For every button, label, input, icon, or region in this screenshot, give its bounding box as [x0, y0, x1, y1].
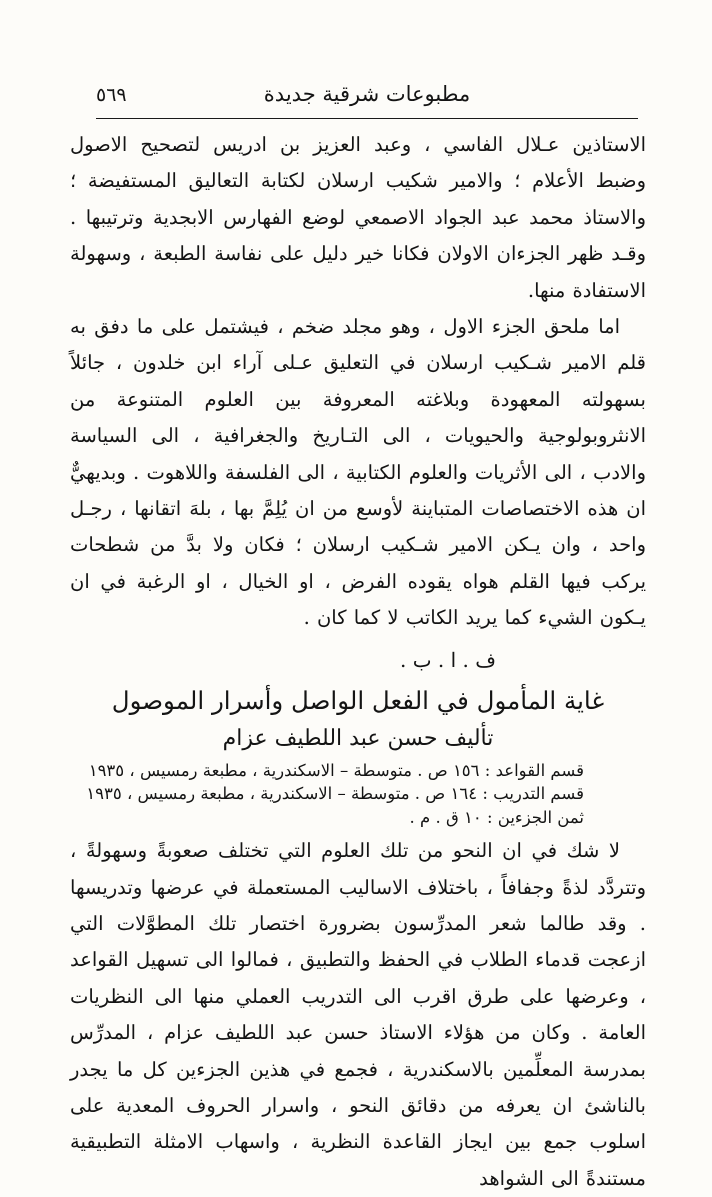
- page-header: [96, 78, 638, 119]
- book-title: غاية المأمول في الفعل الواصل وأسرار الموصول: [111, 685, 605, 715]
- review2-paragraph-1: لا شك في ان النحو من تلك العلوم التي تختلف صعوبةً وسهولةً ، وتتردَّد لذةً وجفافاً ، باختلاف الاساليب المستعملة في عرضها وتدريسها . وقد طالما شعر المدرِّسون بضرورة اختصار تلك المطوَّلات التي ازعجت قدماء الطلاب في الحفظ والتطبيق ، فمالوا الى تسهيل القواعد ، وعرضها على طرق اقرب الى التدريب العملي منها الى النظريات العامة . وكان من هؤلاء الاستاذ حسن عبد اللطيف عزام ، المدرِّس بمدرسة المعلِّمين بالاسكندرية ، فجمع في هذين الجزءين كل ما يجدر بالناشئ ان يعرفه من دقائق النحو ، واسرار الحروف المعدية على اسلوب جمع بين ايجاز القاعدة النظرية ، واسهاب الامثلة التطبيقية مستندةً الى الشواهد: [70, 839, 646, 1190]
- page-number: ٥٦٩: [96, 84, 127, 106]
- meta-line-price: ثمن الجزءين : ١٠ ق . م .: [409, 807, 584, 827]
- book-publication-details: [70, 759, 584, 830]
- review1-signature: ف . ا . ب .: [400, 647, 496, 672]
- book-author: تأليف حسن عبد اللطيف عزام: [222, 725, 494, 751]
- review1-paragraph-2: اما ملحق الجزء الاول ، وهو مجلد ضخم ، فيشتمل على ما دفق به قلم الامير شـكيب ارسلان في التعليق عـلى آراء ابن خلدون ، جائلاً بسهولته المعهودة وبلاغته المعروفة بين العلوم المتنوعة من الانثروبولوجية والحيويات ، الى التـاريخ والجغرافية ، الى السياسة والادب ، الى الأثريات والعلوم الكتابية ، الى الفلسفة واللاهوت . وبديهيٌّ ان هذه الاختصاصات المتباينة لأوسع من ان يُلِمَّ بها ، بلهَ اتقانها ، رجـل واحد ، وان يـكن الامير شـكيب ارسلان ؛ فكان ولا بدَّ من شطحات يركب فيها القلم هواه يقوده الفرض ، او الخيال ، او الرغبة في ان يـكون الشيء كما يريد الكاتب لا كما كان .: [70, 315, 646, 630]
- meta-line-rules: قسم القواعد : ١٥٦ ص . متوسطة – الاسكندرية ، مطبعة رمسيس ، ١٩٣٥: [88, 760, 584, 780]
- running-title: مطبوعات شرقية جديدة: [263, 82, 471, 106]
- meta-line-exercises: قسم التدريب : ١٦٤ ص . متوسطة – الاسكندرية ، مطبعة رمسيس ، ١٩٣٥: [86, 784, 584, 804]
- review1-paragraph-1: الاستاذين عـلال الفاسي ، وعبد العزيز بن ادريس لتصحيح الاصول وضبط الأعلام ؛ والامير شكيب ارسلان لكتابة التعاليق المستفيضة ؛ والاستاذ محمد عبد الجواد الاصمعي لوضع الفهارس الابجدية وترتيبها . وقـد ظهر الجزءان الاولان فكانا خير دليل على نفاسة الطبعة ، وسهولة الاستفادة منها.: [70, 133, 646, 302]
